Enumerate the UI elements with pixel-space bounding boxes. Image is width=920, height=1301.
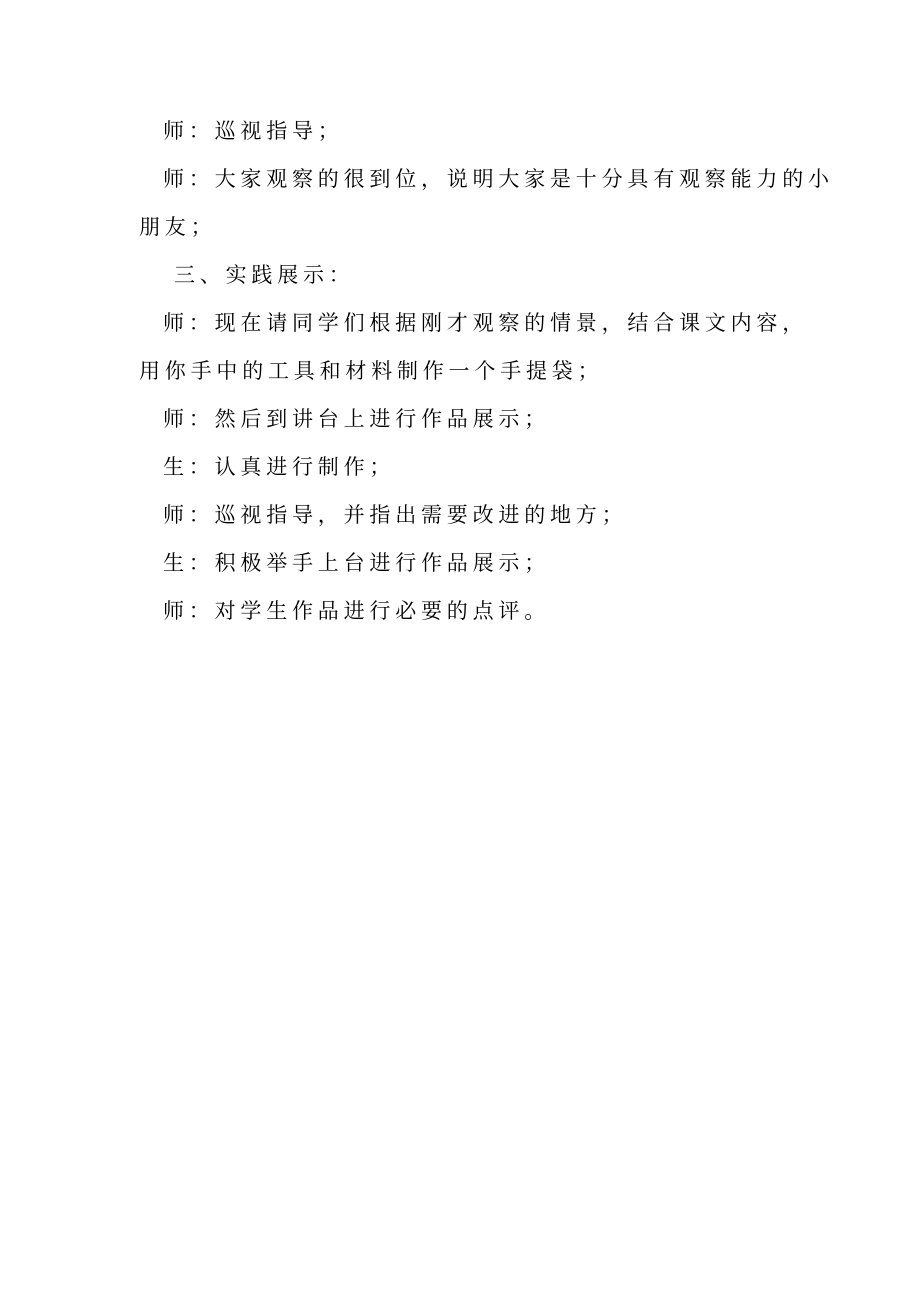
teacher-line-comment-work: 师：对学生作品进行必要的点评。 xyxy=(163,599,550,623)
teacher-line-praise-continuation: 朋友； xyxy=(139,215,217,239)
teacher-line-make-bag-continuation: 用你手中的工具和材料制作一个手提袋； xyxy=(139,359,604,383)
section-heading-practice-showcase: 三、实践展示： xyxy=(174,263,355,287)
student-line-present-work: 生：积极举手上台进行作品展示； xyxy=(163,551,550,575)
student-line-make-carefully: 生：认真进行制作； xyxy=(163,455,396,479)
teacher-line-praise-observation: 师：大家观察的很到位，说明大家是十分具有观察能力的小 xyxy=(163,167,834,191)
teacher-line-present-on-stage: 师：然后到讲台上进行作品展示； xyxy=(163,407,550,431)
teacher-line-make-bag-instruction: 师：现在请同学们根据刚才观察的情景，结合课文内容， xyxy=(163,311,808,335)
teacher-line-patrol-and-point-out: 师：巡视指导，并指出需要改进的地方； xyxy=(163,503,628,527)
teacher-line-patrol-guide: 师：巡视指导； xyxy=(163,119,344,143)
